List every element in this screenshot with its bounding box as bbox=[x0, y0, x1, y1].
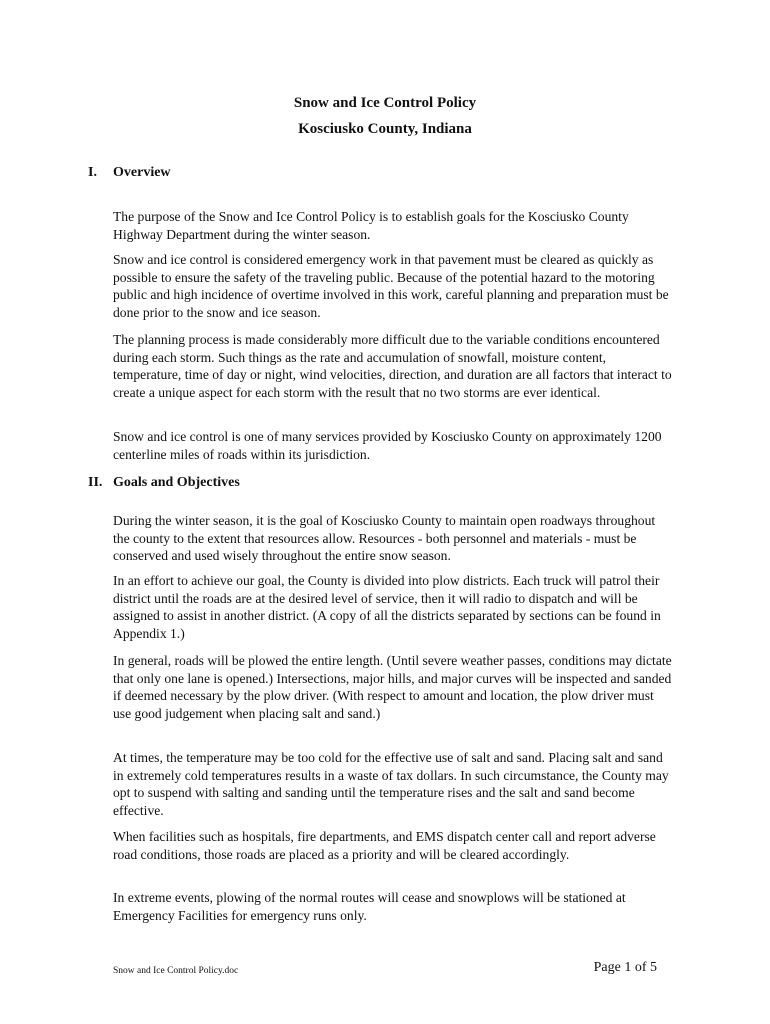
paragraph: Snow and ice control is considered emergency work in that pavement must be cleared as quickly as possible to ensure the safety of the traveling public. Because of the potential hazard to the motoring public and high incidence of overtime involved in this work, careful planning and preparation must be done prior to the snow and ice season. bbox=[113, 252, 669, 320]
section-number: II. bbox=[88, 475, 103, 490]
footer-filename: Snow and Ice Control Policy.doc bbox=[113, 966, 239, 976]
section-title: Goals and Objectives bbox=[113, 475, 240, 490]
section-heading-goals bbox=[88, 475, 240, 491]
section-number: I. bbox=[88, 165, 97, 180]
paragraph: In general, roads will be plowed the entire length. (Until severe weather passes, conditions may dictate that only one lane is opened.) Intersections, major hills, and major curves will be inspected and sanded if deemed necessary by the plow driver. (With respect to amount and location, the plow driver must use good judgement when placing salt and sand.) bbox=[113, 653, 672, 721]
document-subtitle: Kosciusko County, Indiana bbox=[298, 121, 472, 137]
page-number: Page 1 of 5 bbox=[593, 960, 657, 975]
paragraph: Snow and ice control is one of many services provided by Kosciusko County on approximately 1200 centerline miles of roads within its jurisdiction. bbox=[113, 429, 662, 462]
paragraph: In an effort to achieve our goal, the County is divided into plow districts. Each truck will patrol their district until the roads are at the desired level of service, then it will radio to dispatch and will be assigned to assist in another district. (A copy of all the districts separated by sections can be found in Appendix 1.) bbox=[113, 573, 661, 641]
paragraph: During the winter season, it is the goal of Kosciusko County to maintain open roadways throughout the county to the extent that resources allow. Resources - both personnel and materials - must be conserved and used wisely throughout the entire snow season. bbox=[113, 513, 656, 564]
paragraph: The planning process is made considerably more difficult due to the variable conditions encountered during each storm. Such things as the rate and accumulation of snowfall, moisture content, temperature, time of day or night, wind velocities, direction, and duration are all factors that interact to create a unique aspect for each storm with the result that no two storms are ever identical. bbox=[113, 332, 672, 400]
paragraph: When facilities such as hospitals, fire departments, and EMS dispatch center call and report adverse road conditions, those roads are placed as a priority and will be cleared accordingly. bbox=[113, 829, 656, 862]
paragraph: In extreme events, plowing of the normal routes will cease and snowplows will be stationed at Emergency Facilities for emergency runs only. bbox=[113, 890, 626, 923]
document-title: Snow and Ice Control Policy bbox=[293, 95, 477, 111]
paragraph: The purpose of the Snow and Ice Control Policy is to establish goals for the Kosciusko County Highway Department during the winter season. bbox=[113, 209, 629, 242]
section-title: Overview bbox=[113, 165, 171, 180]
paragraph: At times, the temperature may be too cold for the effective use of salt and sand. Placing salt and sand in extremely cold temperatures results in a waste of tax dollars. In such circumstance, the County may opt to suspend with salting and sanding until the temperature rises and the salt and sand become effective. bbox=[113, 750, 669, 818]
section-heading-overview bbox=[88, 165, 171, 181]
